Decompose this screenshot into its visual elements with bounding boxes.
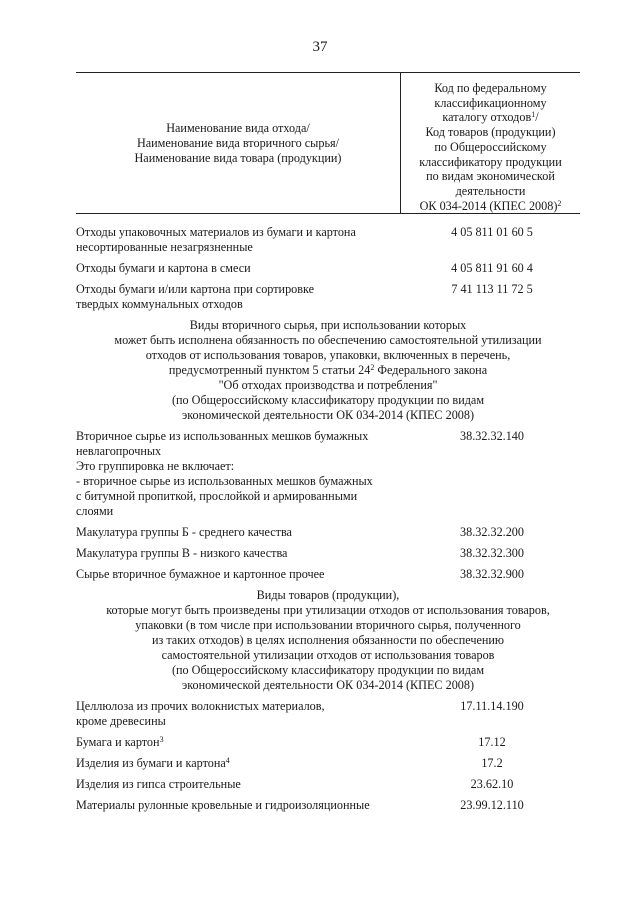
header-code-line: ОК 034-2014 (КПЕС 2008)$^2$	[419, 198, 562, 213]
row-code: 4 05 811 91 60 4	[451, 261, 533, 275]
section-heading-products: Виды товаров (продукции), которые могут быть произведены при утилизации отходов от использования товаров, упаковки (в том числе при использовании вторичного сырья, полученного из таких отходов) в целях исполнения обязанности по обеспечению самостоятельной утилизации отходов от использования товаров (по Общероссийскому классификатору продукции по видам экономической деятельности ОК 034-2014 (КПЕС 2008)	[106, 588, 550, 692]
row-name: Отходы бумаги и/или картона при сортировке	[76, 282, 315, 296]
row-name: невлагопрочных	[76, 444, 162, 458]
table-header	[76, 72, 580, 214]
row-code: 38.32.32.140	[460, 429, 524, 443]
table-row	[76, 756, 580, 771]
footnote-ref: 2	[370, 363, 375, 372]
table-row	[76, 777, 580, 792]
header-code-column	[401, 73, 580, 213]
page-number: 37	[312, 39, 328, 55]
row-name: кроме древесины	[76, 714, 166, 728]
header-code-line: по видам экономической	[426, 169, 555, 184]
row-name: Вторичное сырье из использованных мешков бумажных	[76, 429, 369, 443]
header-name-line: Наименование вида вторичного сырья/	[136, 135, 340, 150]
row-name: Это группировка не включает:	[76, 459, 235, 473]
row-name: слоями	[76, 504, 114, 518]
header-code-line: Код товаров (продукции)	[425, 125, 556, 140]
footnote-ref: 1	[531, 110, 536, 120]
row-code: 23.62.10	[470, 777, 514, 791]
row-name: Макулатура группы В - низкого качества	[76, 546, 288, 560]
row-code: 4 05 811 01 60 5	[451, 225, 533, 239]
row-name: Отходы упаковочных материалов из бумаги и картона	[76, 225, 356, 239]
row-name: Макулатура группы Б - среднего качества	[76, 525, 292, 539]
footnote-ref: 2	[557, 198, 562, 208]
row-code: 23.99.12.110	[460, 798, 524, 812]
section-heading-secondary-raw: Виды вторичного сырья, при использовании которых может быть исполнена обязанность по обеспечению самостоятельной утилизации отходов от использования товаров, упаковки, включенных в перечень, предусмотренный пунктом 5 статьи $24^2$ Федерального закона "Об отходах производства и потребления" (по Общероссийскому классификатору продукции по видам экономической деятельности ОК 034-2014 (КПЕС 2008)	[114, 318, 542, 422]
row-code: 38.32.32.300	[460, 546, 524, 560]
table-row	[76, 699, 580, 729]
row-code: 17.12	[478, 735, 506, 749]
classification-table	[76, 72, 580, 813]
header-code-line: по Общероссийскому	[434, 139, 547, 154]
row-name: Изделия из бумаги и картона$^4$	[76, 756, 230, 770]
table-row	[76, 429, 580, 519]
table-row	[76, 735, 580, 750]
row-name: твердых коммунальных отходов	[76, 297, 243, 311]
header-code-line: Код по федеральному	[434, 81, 547, 95]
row-code: 17.11.14.190	[460, 699, 524, 713]
header-name-line: Наименование вида товара (продукции)	[134, 150, 342, 165]
table-row	[76, 546, 580, 561]
header-name-line: Наименование вида отхода/	[166, 120, 310, 135]
row-name: несортированные незагрязненные	[76, 240, 253, 254]
row-name: Отходы бумаги и картона в смеси	[76, 261, 251, 275]
table-row	[76, 225, 580, 255]
footnote-ref: 4	[225, 756, 230, 765]
row-name: с битумной пропиткой, прослойкой и армированными	[76, 489, 358, 503]
row-code: 7 41 113 11 72 5	[451, 282, 533, 296]
header-code-line: деятельности	[455, 183, 526, 198]
row-name: Изделия из гипса строительные	[76, 777, 241, 791]
table-row	[76, 261, 580, 276]
row-code: 17.2	[481, 756, 503, 770]
table-row	[76, 282, 580, 312]
row-name: Бумага и картон$^3$	[76, 735, 164, 749]
row-code: 38.32.32.200	[460, 525, 524, 539]
row-name: Материалы рулонные кровельные и гидроизоляционные	[76, 798, 370, 812]
header-code-line: классификатору продукции	[419, 154, 562, 169]
table-row	[76, 567, 580, 582]
row-name: Сырье вторичное бумажное и картонное прочее	[76, 567, 325, 581]
header-code-line: каталогу отходов$^1$/	[442, 110, 539, 125]
table-row	[76, 798, 580, 813]
header-name-column	[76, 73, 401, 213]
header-code-line: классификационному	[434, 95, 547, 110]
row-name: Целлюлоза из прочих волокнистых материалов,	[76, 699, 325, 713]
footnote-ref: 3	[159, 735, 164, 744]
table-row	[76, 525, 580, 540]
row-code: 38.32.32.900	[460, 567, 524, 581]
row-name: - вторичное сырье из использованных мешков бумажных	[76, 474, 373, 488]
